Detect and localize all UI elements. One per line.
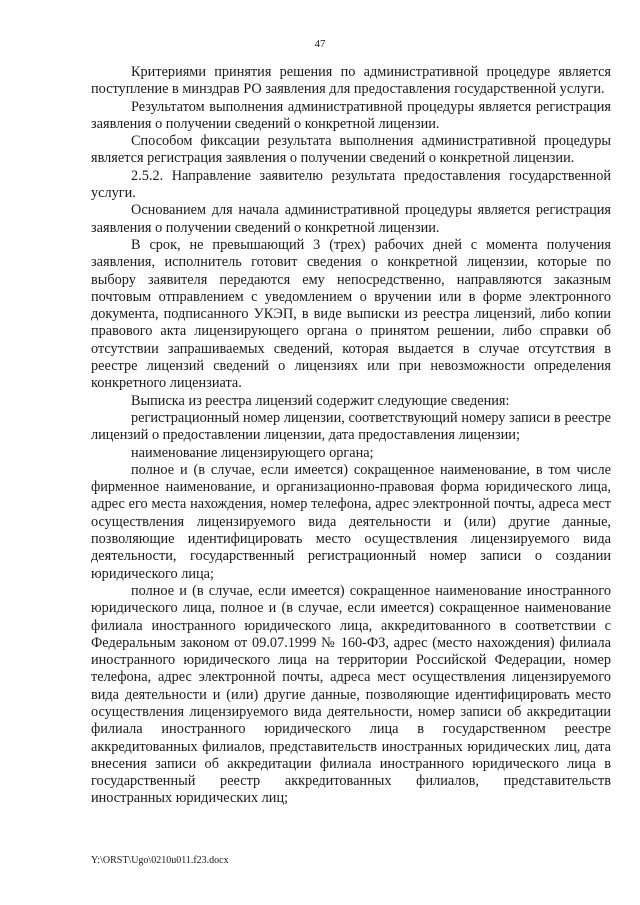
list-item-registration-number: регистрационный номер лицензии, соответствующий номеру записи в реестре лицензий о предоставлении лицензии, дата предоставления лицензии; <box>91 409 611 444</box>
list-item-legal-entity-name: полное и (в случае, если имеется) сокращенное наименование, в том числе фирменное наименование, и организационно-правовая форма юридического лица, адрес его места нахождения, номер телефона, адрес электронной почты, адреса мест осуществления лицензируемого вида деятельности и (или) другие данные, позволяющие идентифицировать место осуществления лицензируемого вида деятельности, государственный регистрационный номер записи о создании юридического лица; <box>91 461 611 582</box>
document-body <box>91 64 611 808</box>
section-heading-2-5-2: 2.5.2. Направление заявителю результата предоставления государственной услуги. <box>91 167 611 202</box>
footer-file-path: Y:\ORST\Ugo\0210u011.f23.docx <box>91 855 229 866</box>
paragraph-fixation-method: Способом фиксации результата выполнения административной процедуры является регистрация заявления о получении сведений о конкретной лицензии. <box>91 133 611 167</box>
paragraph-result: Результатом выполнения административной процедуры является регистрация заявления о получении сведений о конкретной лицензии. <box>91 98 611 132</box>
list-item-licensing-body: наименование лицензирующего органа; <box>131 444 374 461</box>
page-number: 47 <box>314 38 326 50</box>
paragraph-criteria: Критериями принятия решения по административной процедуре является поступление в минздрав РО заявления для предоставления государственной услуги. <box>91 64 611 98</box>
paragraph-extract-intro: Выписка из реестра лицензий содержит следующие сведения: <box>131 392 510 409</box>
paragraph-basis: Основанием для начала административной процедуры является регистрация заявления о получении сведений о конкретной лицензии. <box>91 202 611 236</box>
list-item-foreign-entity-name: полное и (в случае, если имеется) сокращенное наименование иностранного юридического лица, полное и (в случае, если имеется) сокращенное наименование филиала иностранного юридического лица, аккредитованного в соответствии с Федеральным законом от 09.07.1999 № 160-ФЗ, адрес (место нахождения) филиала иностранного юридического лица на территории Российской Федерации, номер телефона, адрес электронной почты, адреса мест осуществления лицензируемого вида деятельности и (или) другие данные, позволяющие идентифицировать место осуществления лицензируемого вида деятельности, номер записи об аккредитации филиала иностранного юридического лица в государственном реестре аккредитованных филиалов, представительств иностранных юридических лиц, дата внесения записи об аккредитации филиала иностранного юридического лица в государственный реестр аккредитованных филиалов, представительств иностранных юридических лиц; <box>91 582 611 807</box>
paragraph-deadline: В срок, не превышающий 3 (трех) рабочих дней с момента получения заявления, исполнитель готовит сведения о конкретной лицензии, которые по выбору заявителя передаются ему непосредственно, направляются заказным почтовым отправлением с уведомлением о вручении или в форме электронного документа, подписанного УКЭП, в виде выписки из реестра лицензий, либо копии правового акта лицензирующего органа о принятом решении, либо справки об отсутствии запрашиваемых сведений, которая выдается в случае отсутствия в реестре лицензий сведений о лицензиях или при невозможности определения конкретного лицензиата. <box>91 236 611 392</box>
